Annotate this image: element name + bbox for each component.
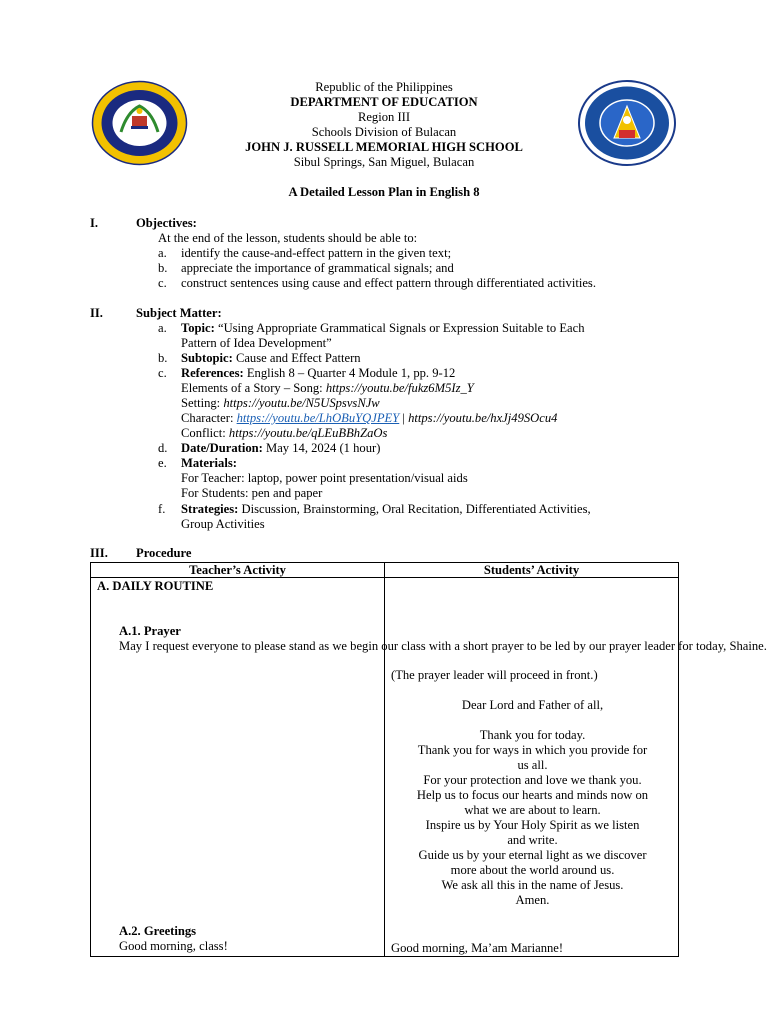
subtopic-text: Cause and Effect Pattern — [232, 351, 361, 365]
ref-song — [181, 381, 474, 396]
date-label: Date/Duration: — [181, 441, 263, 455]
prayer-line: Dear Lord and Father of all, — [461, 698, 604, 712]
topic-text-2: Pattern of Idea Development” — [181, 336, 332, 350]
subject-subtopic — [181, 351, 361, 366]
greetings-heading: A.2. Greetings — [119, 924, 197, 938]
objective-a: identify the cause-and-effect pattern in the given text; — [181, 246, 452, 260]
prayer-student-intro: (The prayer leader will proceed in front.) — [391, 668, 598, 682]
prayer-line: Amen. — [515, 893, 550, 907]
ref-song-label: Elements of a Story – Song: — [181, 381, 326, 395]
prayer-line: us all. — [517, 758, 548, 772]
subject-topic — [181, 321, 585, 336]
header-division: Schools Division of Bulacan — [311, 125, 457, 139]
header-address: Sibul Springs, San Miguel, Bulacan — [293, 155, 475, 169]
materials-students: For Students: pen and paper — [181, 486, 323, 500]
procedure-number: III. — [90, 546, 108, 560]
objectives-intro: At the end of the lesson, students should be able to: — [158, 231, 418, 245]
teacher-activity-header: Teacher’s Activity — [91, 563, 385, 578]
header-region: Region III — [357, 110, 411, 124]
ref-character-link[interactable]: https://youtu.be/LhOBuYQJPEY — [236, 411, 400, 425]
header-department: DEPARTMENT OF EDUCATION — [290, 95, 478, 109]
ref-song-url: https://youtu.be/fukz6M5Iz_Y — [325, 381, 474, 395]
prayer-line: We ask all this in the name of Jesus. — [441, 878, 624, 892]
subject-letter-f: f. — [158, 502, 166, 516]
ref-conflict — [181, 426, 387, 441]
subject-date — [181, 441, 380, 456]
topic-label: Topic: — [181, 321, 215, 335]
objective-b: appreciate the importance of grammatical signals; and — [181, 261, 454, 275]
header-republic: Republic of the Philippines — [315, 80, 453, 94]
topic-text: “Using Appropriate Grammatical Signals or Expression Suitable to Each — [214, 321, 585, 335]
subject-letter-c: c. — [158, 366, 167, 380]
procedure-table — [90, 562, 767, 957]
subject-references — [181, 366, 455, 381]
header-school: JOHN J. RUSSELL MEMORIAL HIGH SCHOOL — [245, 140, 523, 154]
ref-conflict-label: Conflict: — [181, 426, 229, 440]
ref-character-sep: | — [399, 411, 409, 425]
ref-character-label: Character: — [181, 411, 237, 425]
subtopic-label: Subtopic: — [181, 351, 233, 365]
prayer-line: more about the world around us. — [450, 863, 615, 877]
prayer-line — [385, 713, 680, 728]
ref-setting-url: https://youtu.be/N5USpsvsNJw — [223, 396, 380, 410]
subject-letter-d: d. — [158, 441, 168, 455]
subject-letter-a: a. — [158, 321, 167, 335]
ref-setting — [181, 396, 380, 411]
objective-c: construct sentences using cause and effect pattern through differentiated activities. — [181, 276, 596, 290]
objective-letter-a: a. — [158, 246, 167, 260]
materials-label: Materials: — [181, 456, 237, 470]
strategies-text-2: Group Activities — [181, 517, 265, 531]
strategies-text: Discussion, Brainstorming, Oral Recitation, Differentiated Activities, — [238, 502, 591, 516]
objective-letter-b: b. — [158, 261, 168, 275]
daily-routine-heading: A. DAILY ROUTINE — [97, 579, 214, 593]
subject-number: II. — [90, 306, 103, 320]
prayer-line: Thank you for today. — [479, 728, 586, 742]
procedure-heading: Procedure — [136, 546, 192, 560]
students-activity-cell — [385, 578, 678, 956]
date-text: May 14, 2024 (1 hour) — [262, 441, 381, 455]
prayer-text — [385, 698, 680, 908]
objectives-number: I. — [90, 216, 99, 230]
prayer-line: Guide us by your eternal light as we discover — [418, 848, 647, 862]
prayer-line: what we are about to learn. — [464, 803, 601, 817]
greetings-student: Good morning, Ma’am Marianne! — [391, 941, 564, 955]
document-title: A Detailed Lesson Plan in English 8 — [288, 185, 480, 199]
ref-character — [181, 411, 557, 426]
strategies-label: Strategies: — [181, 502, 239, 516]
prayer-line: and write. — [507, 833, 558, 847]
objective-letter-c: c. — [158, 276, 167, 290]
prayer-line: Help us to focus our hearts and minds now on — [416, 788, 649, 802]
prayer-line: For your protection and love we thank you. — [423, 773, 642, 787]
prayer-teacher-text: May I request everyone to please stand as we begin our class with a short prayer to be led by our prayer leader for today, Shaine. — [119, 639, 767, 653]
prayer-heading: A.1. Prayer — [119, 624, 181, 638]
subject-letter-e: e. — [158, 456, 167, 470]
references-label: References: — [181, 366, 244, 380]
students-activity-header: Students’ Activity — [385, 563, 679, 578]
ref-character-url-2: https://youtu.be/hxJj49SOcu4 — [408, 411, 558, 425]
ref-conflict-url: https://youtu.be/qLEuBBhZaOs — [228, 426, 388, 440]
prayer-line: Thank you for ways in which you provide for — [417, 743, 648, 757]
materials-teacher: For Teacher: laptop, power point presentation/visual aids — [181, 471, 468, 485]
objectives-heading: Objectives: — [136, 216, 197, 230]
ref-setting-label: Setting: — [181, 396, 224, 410]
subject-heading: Subject Matter: — [136, 306, 222, 320]
greetings-teacher: Good morning, class! — [119, 939, 228, 953]
prayer-line: Inspire us by Your Holy Spirit as we listen — [425, 818, 640, 832]
references-text: English 8 – Quarter 4 Module 1, pp. 9-12 — [243, 366, 456, 380]
subject-strategies — [181, 502, 591, 517]
subject-letter-b: b. — [158, 351, 168, 365]
